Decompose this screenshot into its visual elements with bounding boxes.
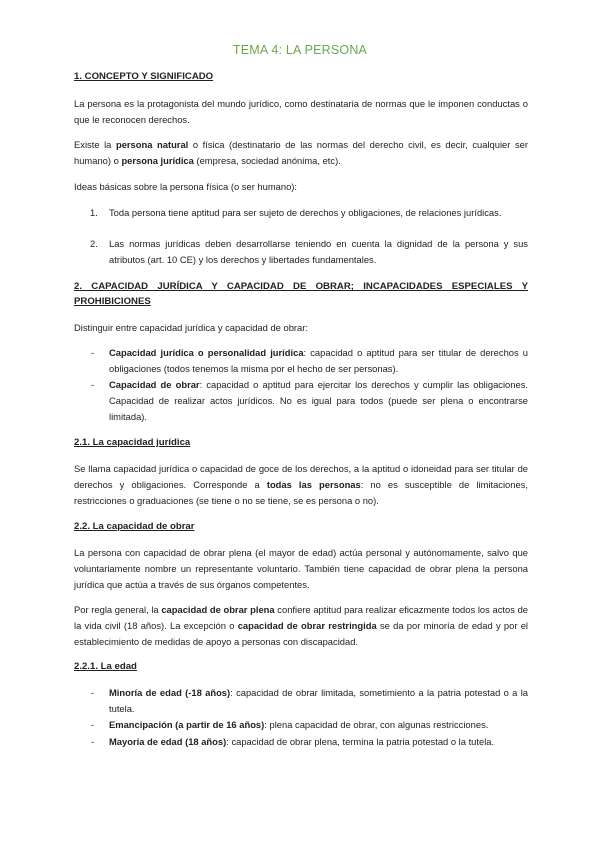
list-item-text: : plena capacidad de obrar, con algunas restricciones. <box>264 719 489 730</box>
document-title: TEMA 4: LA PERSONA <box>232 43 368 57</box>
bold-term: Emancipación (a partir de 16 años) <box>109 719 265 730</box>
section-2-2-paragraph-2 <box>74 602 528 650</box>
bullet-list-item <box>91 345 528 377</box>
bold-term: Capacidad jurídica o personalidad jurídica <box>109 347 304 358</box>
section-2-2-1-heading: 2.2.1. La edad <box>74 661 137 672</box>
section-2-1-heading: 2.1. La capacidad jurídica <box>74 437 191 448</box>
text-run: (empresa, sociedad anónima, etc). <box>193 155 341 166</box>
bold-term: persona natural <box>115 139 189 150</box>
section-2-2-paragraph-1: La persona con capacidad de obrar plena (el mayor de edad) actúa personal y autónomamente, salvo que voluntariamente nombre un representante voluntario. También tiene capacidad de obrar plena la persona jurídica que actúa a través de sus órganos competentes. <box>74 547 528 590</box>
list-item-text: : capacidad o aptitud para ser titular de derechos u obligaciones (todos tenemos la misma por el hecho de ser personas). <box>109 347 528 374</box>
list-item-text: : capacidad o aptitud para ejercitar los derechos y cumplir las obligaciones. Capacidad de realizar actos jurídicos. No es igual para todos (puede ser plena o encontrarse limitada). <box>109 379 528 422</box>
section-1-paragraph-2 <box>74 137 528 169</box>
text-run: confiere aptitud para realizar eficazmente todos los actos de la vida civil (18 años). La excepción o <box>74 604 529 631</box>
section-2-paragraph-1: Distinguir entre capacidad jurídica y capacidad de obrar: <box>74 322 308 333</box>
list-number: 1. <box>90 207 98 218</box>
section-1-paragraph-3: Ideas básicas sobre la persona física (o ser humano): <box>74 181 298 192</box>
bullet-list-item <box>91 685 529 717</box>
text-run: : no es susceptible de limitaciones, restricciones o graduaciones (se tiene o no se tiene, se es persona o no). <box>74 479 528 506</box>
list-number: 2. <box>90 238 98 249</box>
section-1-paragraph-1: La persona es la protagonista del mundo jurídico, como destinataria de normas que le imponen conductas o que le reconocen derechos. <box>74 98 528 125</box>
list-dash: - <box>91 347 95 358</box>
bold-term: Capacidad de obrar <box>109 379 200 390</box>
section-2-2-heading: 2.2. La capacidad de obrar <box>74 521 195 532</box>
list-item-text: Toda persona tiene aptitud para ser sujeto de derechos y obligaciones, de relaciones jurídicas. <box>109 207 502 218</box>
section-1-heading: 1. CONCEPTO Y SIGNIFICADO <box>74 71 214 82</box>
list-item-text: : capacidad de obrar plena, termina la patria potestad o la tutela. <box>226 736 495 747</box>
section-2-1-paragraph <box>74 461 528 509</box>
text-run: se da por minoría de edad y por el establecimiento de medidas de apoyo a personas con discapacidad. <box>74 620 529 647</box>
list-item-text: : capacidad de obrar limitada, sometimiento a la patria potestad o a la tutela. <box>109 687 529 714</box>
list-dash: - <box>91 719 95 730</box>
numbered-list-item <box>90 236 528 268</box>
text-run: Por regla general, la <box>74 604 162 615</box>
text-run: Existe la <box>74 139 116 150</box>
bullet-list-item <box>91 377 528 425</box>
list-dash: - <box>91 687 95 698</box>
bold-term: todas las personas <box>266 479 361 490</box>
list-dash: - <box>91 736 95 747</box>
text-run: Se llama capacidad jurídica o capacidad de goce de los derechos, a la aptitud o idoneidad para ser titular de derechos y obligaciones. Corresponde a <box>74 463 528 490</box>
list-item-text: Las normas jurídicas deben desarrollarse teniendo en cuenta la dignidad de la persona y sus atributos (art. 10 CE) y los derechos y libertades fundamentales. <box>109 238 528 265</box>
list-dash: - <box>91 379 95 390</box>
text-run: o física (destinatario de las normas del derecho civil, es decir, cualquier ser humano) o <box>74 139 528 166</box>
section-2-heading: 2. CAPACIDAD JURÍDICA Y CAPACIDAD DE OBRAR; INCAPACIDADES ESPECIALES Y PROHIBICIONES <box>74 281 528 307</box>
numbered-list-item <box>90 205 528 221</box>
bold-term: capacidad de obrar restringida <box>237 620 377 631</box>
bold-term: Mayoría de edad (18 años) <box>109 736 227 747</box>
bold-term: persona jurídica <box>121 155 194 166</box>
bold-term: Minoría de edad (-18 años) <box>109 687 231 698</box>
bold-term: capacidad de obrar plena <box>161 604 275 615</box>
bullet-list-item <box>91 717 528 733</box>
bullet-list-item <box>91 734 528 750</box>
